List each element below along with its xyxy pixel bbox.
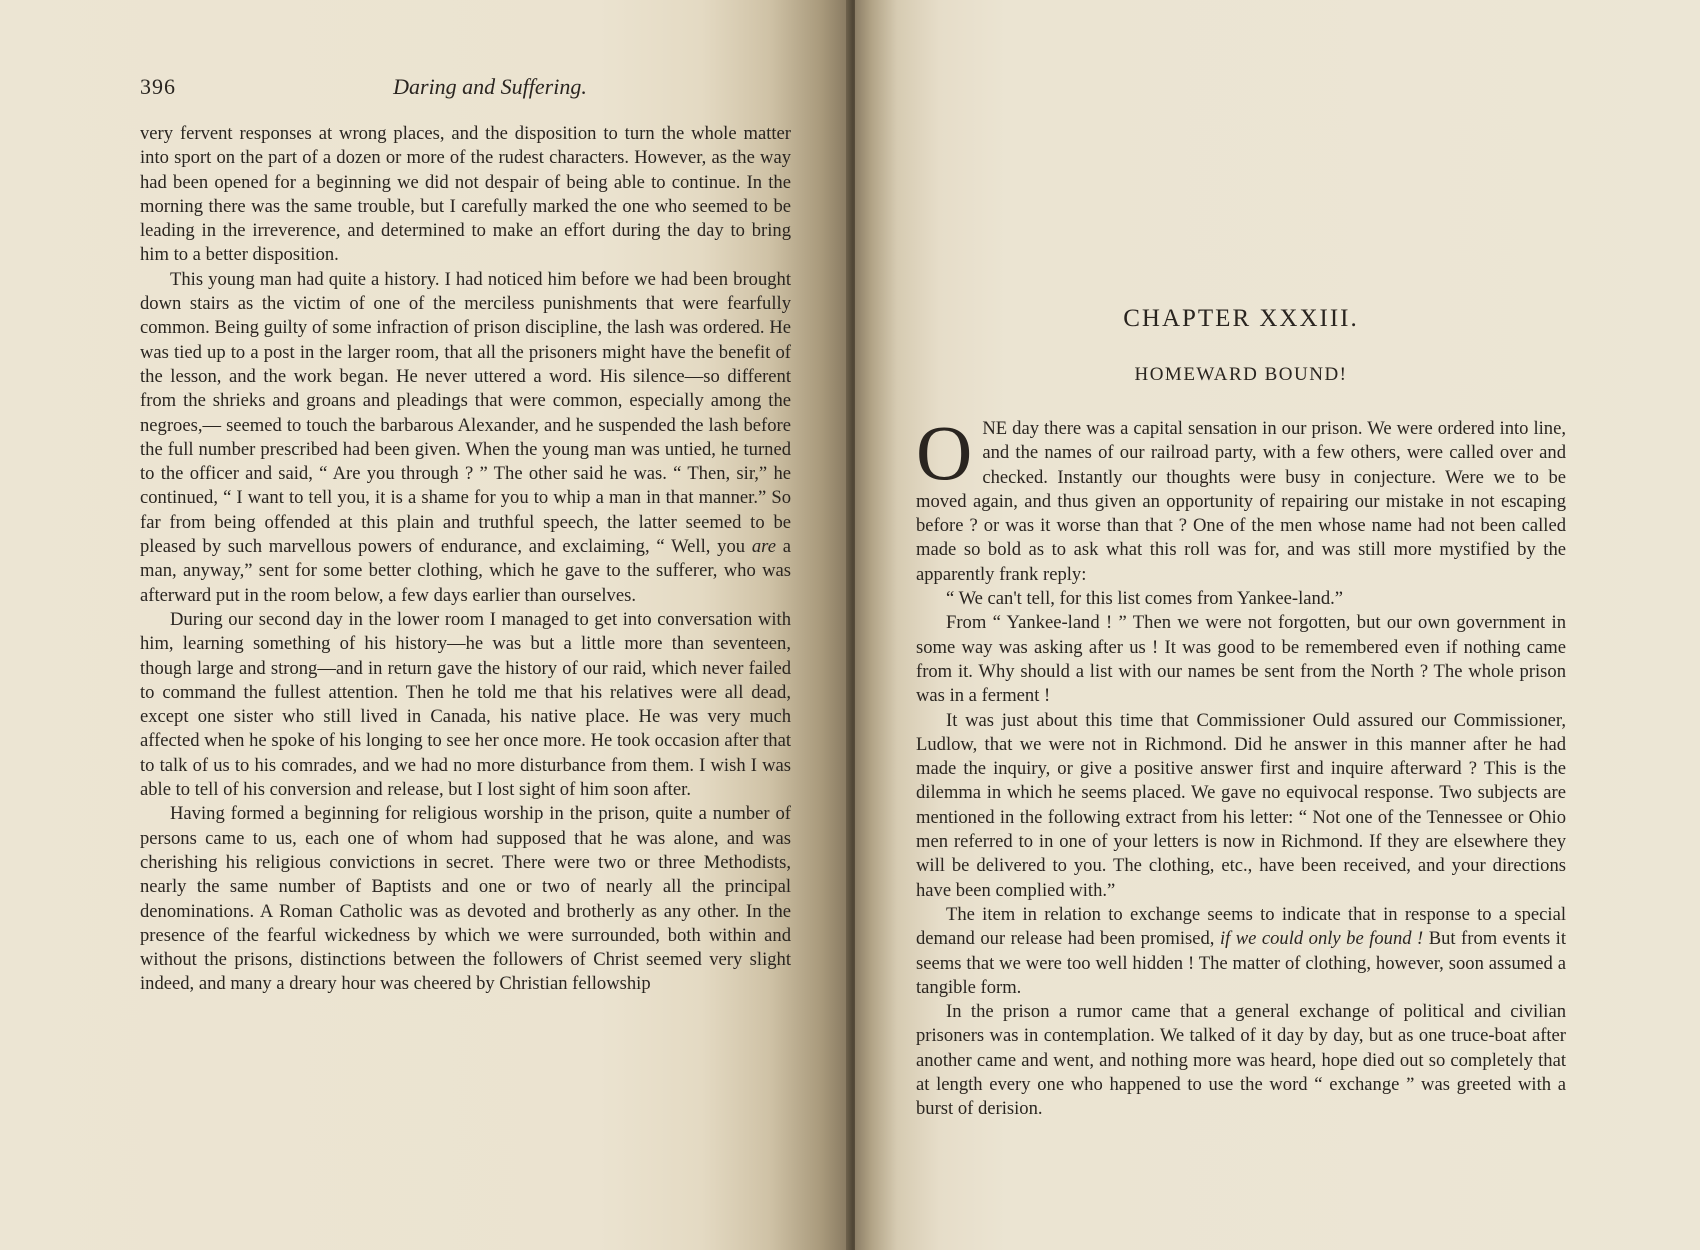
- paragraph: It was just about this time that Commissioner Ould assured our Commissioner, Ludlow, that we were not in Richmond. Did he answer in this manner after he had made the inquiry, or give a positive answer first and inquire afterward ? This is the dilemma in which he seems placed. We gave no equivocal response. Two subjects are mentioned in the following extract from his letter: “ Not one of the Tennessee or Ohio men referred to in one of your letters is now in Richmond. If they are elsewhere they will be delivered to you. The clothing, etc., have been received, and your directions have been complied with.”: [916, 709, 1566, 901]
- paragraph: “ We can't tell, for this list comes from Yankee-land.”: [946, 588, 1344, 610]
- left-page-body: [140, 122, 791, 997]
- paragraph: The item in relation to exchange seems to indicate that in response to a special demand our release had been promised, if we could only be found ! But from events it seems that we were too well hidden ! The matter of clothing, however, soon assumed a tangible form.: [916, 903, 1567, 998]
- chapter-title: CHAPTER XXXIII.: [1123, 305, 1359, 332]
- paragraph: From “ Yankee-land ! ” Then we were not forgotten, but our own government in some way was asking after us ! It was good to be remembered even if nothing came from it. Why should a list with our names be sent from the North ? The whole prison was in a ferment !: [916, 612, 1566, 707]
- paragraph: During our second day in the lower room I managed to get into conversation with him, learning something of his history—he was but a little more than seventeen, though large and strong—and in return gave the history of our raid, which never failed to command the fullest attention. Then he told me that his relatives were all dead, except one sister who still lived in Canada, his native place. He was very much affected when he spoke of his longing to see her once more. He took occasion after that to talk of us to his comrades, and we had no more disturbance from them. I wish I was able to tell of his conversion and release, but I lost sight of him soon after.: [140, 608, 791, 801]
- running-head: [140, 74, 780, 108]
- chapter-subtitle: HOMEWARD BOUND!: [1134, 364, 1348, 385]
- paragraph: ONE day there was a capital sensation in our prison. We were ordered into line, and the names of our railroad party, with a few others, were called over and checked. Instantly our thoughts were busy in conjecture. Were we to be moved again, and thus given an opportunity of repairing our mistake in not escaping before ? or was it worse than that ? One of the men whose name had not been called made so bold as to ask what this roll was for, and was still more mystified by the apparently frank reply:: [916, 409, 1566, 585]
- running-title: Daring and Suffering.: [393, 74, 587, 99]
- paragraph: This young man had quite a history. I had noticed him before we had been brought down stairs as the victim of one of the merciless punishments that were fearfully common. Being guilty of some infraction of prison discipline, the lash was ordered. He was tied up to a post in the larger room, that all the prisoners might have the benefit of the lesson, and the work began. He never uttered a word. His silence—so different from the shrieks and groans and pleadings that were common, especially among the negroes,— seemed to touch the barbarous Alexander, and he suspended the lash before the full number prescribed had been given. When the young man was untied, he turned to the officer and said, “ Are you through ? ” The other said he was. “ Then, sir,” he continued, “ I want to tell you, it is a shame for you to whip a man in that manner.” So far from being offended at this plain and truthful speech, the latter seemed to be pleased by such marvellous powers of endurance, and exclaiming, “ Well, you are a man, anyway,” sent for some better clothing, which he gave to the sufferer, who was afterward put in the room below, a few days earlier than ourselves.: [140, 268, 792, 606]
- emphasis-text: are: [751, 536, 776, 558]
- right-page-body: [916, 409, 1567, 1122]
- paragraph: In the prison a rumor came that a general exchange of political and civilian prisoners was in contemplation. We talked of it day by day, but as one truce-boat after another came and went, and nothing more was heard, hope died out so completely that at length every one who happened to use the word “ exchange ” was greeted with a burst of derision.: [916, 1001, 1566, 1120]
- paragraph: Having formed a beginning for religious worship in the prison, quite a number of persons came to us, each one of whom had supposed that he was alone, and was cherishing his religious convictions in secret. There were two or three Methodists, nearly the same number of Baptists and one or two of nearly all the principal denominations. A Roman Catholic was as devoted and brotherly as any other. In the presence of the fearful wickedness by which we were surrounded, both within and without the prisons, distinctions between the followers of Christ seemed very slight indeed, and many a dreary hour was cheered by Christian fellowship: [140, 803, 791, 995]
- page-number: 396: [140, 74, 176, 99]
- emphasis-text: if we could only be found !: [1219, 928, 1424, 950]
- paragraph: very fervent responses at wrong places, and the disposition to turn the whole matter into sport on the part of a dozen or more of the rudest characters. However, as the way had been opened for a beginning we did not despair of being able to continue. In the morning there was the same trouble, but I carefully marked the one who seemed to be leading in the irreverence, and determined to make an effort during the day to bring him to a better disposition.: [140, 123, 791, 266]
- drop-cap: O: [916, 409, 973, 496]
